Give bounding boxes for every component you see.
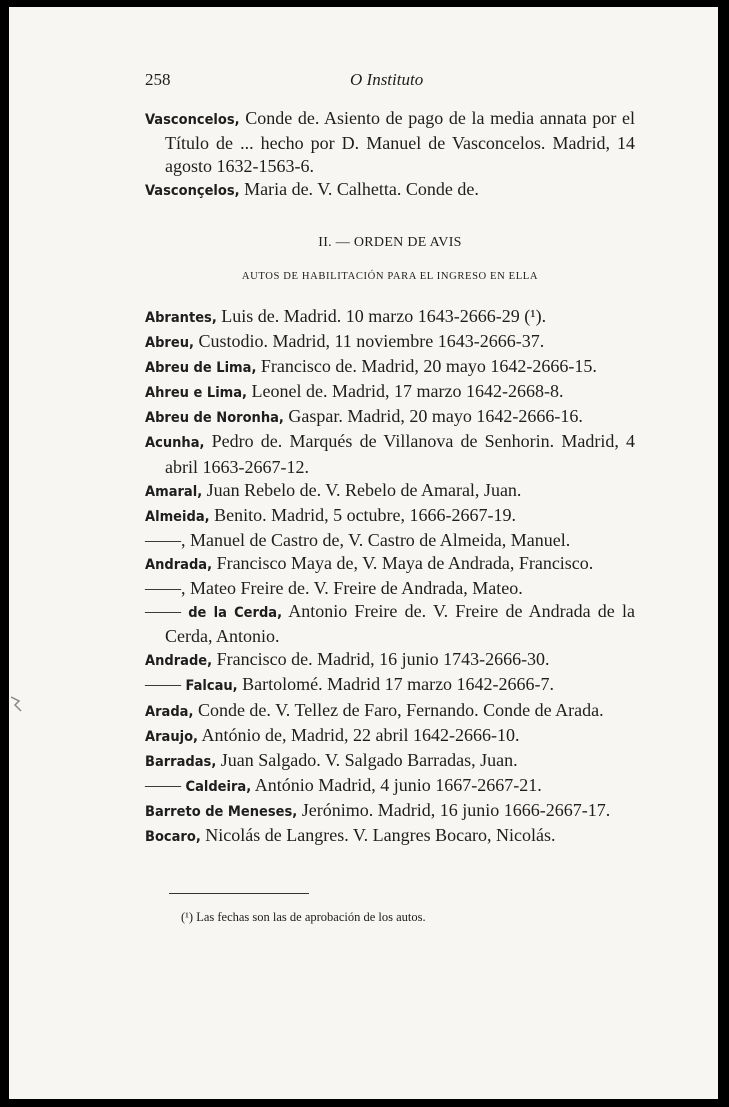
index-entry [145, 648, 635, 673]
footnote-rule [169, 893, 309, 894]
entry-headword: de la Cerda, [188, 605, 283, 622]
entry-headword: Vasconçelos, [145, 183, 240, 200]
entry-text: Francisco Maya de, V. Maya de Andrada, Francisco. [212, 552, 594, 573]
entry-text: Luis de. Madrid. 10 marzo 1643-2666-29 (¹). [216, 306, 547, 326]
index-entry [145, 799, 635, 824]
entry-list [145, 305, 635, 849]
entry-text: António Madrid, 4 junio 1667-2667-21. [251, 774, 542, 795]
entry-headword: Andrade, [145, 653, 213, 670]
margin-mark [9, 695, 23, 713]
index-entry [145, 552, 635, 577]
entry-headword: Arada, [145, 703, 194, 720]
entry-headword: Amaral, [145, 483, 203, 500]
index-entry [145, 380, 635, 405]
entry-text: Francisco de. Madrid, 16 junio 1743-2666-30. [212, 649, 550, 670]
index-entry [145, 600, 635, 648]
entry-dash: —— [145, 601, 189, 622]
entry-headword: Falcau, [185, 678, 238, 695]
entry-text: Benito. Madrid, 5 octubre, 1666-2667-19. [209, 504, 517, 525]
index-entry [145, 355, 635, 380]
entry-text: Leonel de. Madrid, 17 marzo 1642-2668-8. [247, 381, 564, 402]
index-entry [145, 699, 635, 724]
entry-headword: Acunha, [145, 435, 205, 452]
entry-text: ——, Mateo Freire de. V. Freire de Andrada, Mateo. [145, 578, 523, 599]
entry-text: ——, Manuel de Castro de, V. Castro de Almeida, Manuel. [145, 529, 571, 550]
footnote: (¹) Las fechas son las de aprobación de los autos. [181, 910, 426, 924]
index-entry [145, 529, 635, 552]
index-entry [145, 430, 635, 478]
entry-headword: Caldeira, [185, 778, 252, 795]
entry-headword: Bocaro, [145, 828, 201, 845]
entry-text: Conde de. Asiento de pago de la media annata por el Título de ... hecho por D. Manuel de Vasconcelos. Madrid, 14 agosto 1632-1563-6. [165, 108, 635, 177]
index-entry [145, 824, 635, 849]
entry-text: Nicolás de Langres. V. Langres Bocaro, Nicolás. [200, 824, 556, 845]
entry-headword: Ahreu e Lima, [145, 385, 248, 402]
top-entries [145, 107, 635, 203]
index-entry [145, 749, 635, 774]
entry-text: Custodio. Madrid, 11 noviembre 1643-2666-37. [193, 331, 545, 352]
entry-text: Maria de. V. Calhetta. Conde de. [239, 179, 479, 200]
entry-dash: —— [145, 674, 186, 695]
document-page [9, 7, 718, 1099]
entry-text: Francisco de. Madrid, 20 mayo 1642-2666-15. [256, 356, 597, 377]
entry-headword: Barradas, [145, 753, 217, 770]
entry-headword: Abreu de Lima, [145, 360, 257, 377]
entry-text: Antonio Freire de. V. Freire de Andrada de la Cerda, Antonio. [165, 601, 635, 647]
entry-headword: Almeida, [145, 508, 210, 525]
entry-headword: Abreu de Noronha, [145, 410, 284, 427]
entry-text: Bartolomé. Madrid 17 marzo 1642-2666-7. [237, 674, 555, 695]
index-entry [145, 673, 635, 698]
index-entry [145, 405, 635, 430]
entry-text: António de, Madrid, 22 abril 1642-2666-10. [198, 724, 520, 745]
entry-dash: —— [145, 774, 186, 795]
entry-headword: Andrada, [145, 556, 213, 573]
entry-headword: Barreto de Meneses, [145, 803, 298, 820]
entry-text: Juan Rebelo de. V. Rebelo de Amaral, Juan. [202, 479, 522, 500]
section-title: II. — ORDEN DE AVIS [318, 235, 462, 250]
index-entry [145, 305, 635, 330]
entry-headword: Vasconcelos, [145, 112, 240, 128]
section-subheading: AUTOS DE HABILITACIÓN PARA EL INGRESO EN ELLA [241, 271, 539, 282]
page-header [145, 70, 635, 96]
entry-text: Gaspar. Madrid, 20 mayo 1642-2666-16. [283, 406, 583, 427]
entry-headword: Araujo, [145, 728, 199, 745]
page-number: 258 [145, 70, 171, 89]
entry-text: Pedro de. Marqués de Villanova de Senhorin. Madrid, 4 abril 1663-2667-12. [165, 431, 635, 477]
index-entry [145, 577, 635, 600]
index-entry [145, 774, 635, 799]
index-entry [145, 178, 635, 203]
index-entry [145, 479, 635, 504]
entry-text: Jerónimo. Madrid, 16 junio 1666-2667-17. [297, 799, 611, 820]
index-entry [145, 330, 635, 355]
running-title: O Instituto [350, 70, 424, 89]
index-entry [145, 504, 635, 529]
entry-headword: Abreu, [145, 335, 194, 352]
entry-text: Conde de. V. Tellez de Faro, Fernando. Conde de Arada. [193, 699, 604, 720]
entry-headword: Abrantes, [145, 310, 217, 326]
index-entry [145, 724, 635, 749]
entry-text: Juan Salgado. V. Salgado Barradas, Juan. [216, 749, 518, 770]
index-entry [145, 107, 635, 178]
